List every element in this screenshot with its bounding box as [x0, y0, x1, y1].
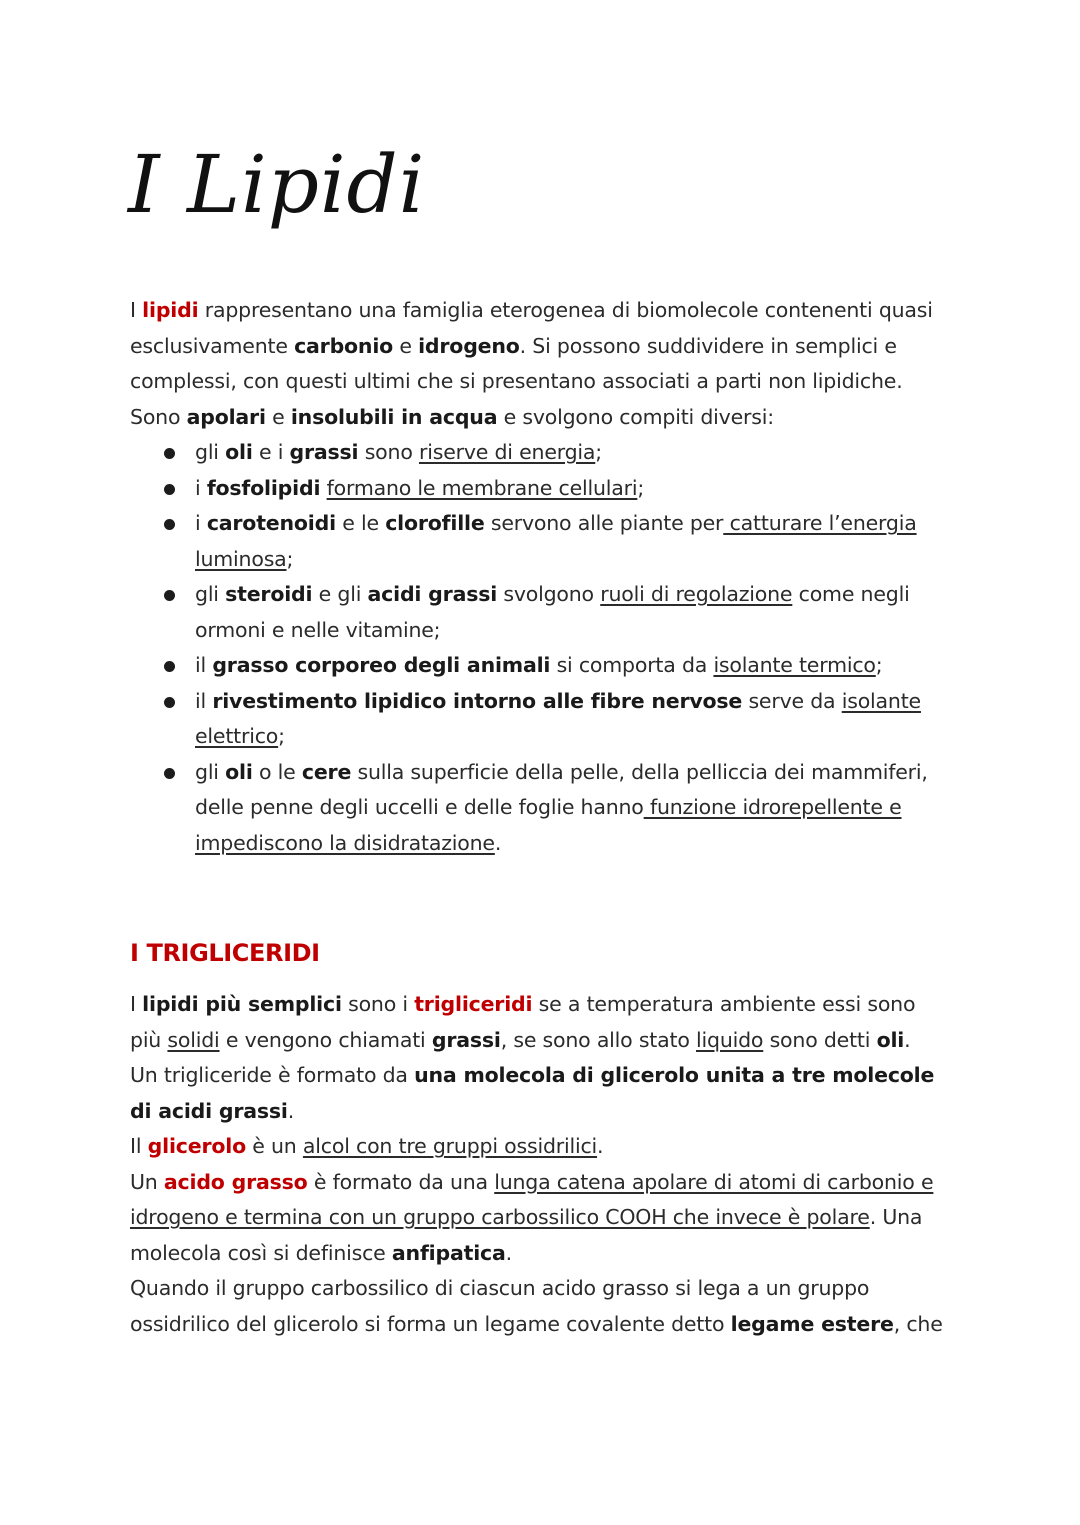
- paragraph: Un acido grasso è formato da una lunga catena apolare di atomi di carbonio e idrogeno e termina con un gruppo carbossilico COOH che invece è polare. Una molecola così si definisce anfipatica.: [130, 1169, 934, 1265]
- paragraph: Quando il gruppo carbossilico di ciascun acido grasso si lega a un gruppo ossidrilico del glicerolo si forma un legame covalente detto legame estere, che: [130, 1276, 943, 1336]
- list-item: i carotenoidi e le clorofille servono alle piante per catturare l’energia luminosa;: [195, 506, 950, 577]
- list-item: il grasso corporeo degli animali si comporta da isolante termico;: [195, 648, 950, 684]
- intro-paragraph-properties: Sono apolari e insolubili in acqua e svolgono compiti diversi:: [130, 404, 774, 429]
- list-item: gli oli o le cere sulla superficie della pelle, della pelliccia dei mammiferi, delle penne degli uccelli e delle foglie hanno funzione idrorepellente e impediscono la disidratazione.: [195, 755, 950, 862]
- lipid-functions-list: [130, 435, 950, 861]
- paragraph: Un trigliceride è formato da una molecola di glicerolo unita a tre molecole di acidi grassi.: [130, 1063, 935, 1123]
- list-item: gli steroidi e gli acidi grassi svolgono ruoli di regolazione come negli ormoni e nelle vitamine;: [195, 577, 950, 648]
- page-title: I Lipidi: [128, 138, 426, 231]
- intro-section: [130, 293, 950, 861]
- list-item: i fosfolipidi formano le membrane cellulari;: [195, 471, 950, 507]
- list-item: il rivestimento lipidico intorno alle fibre nervose serve da isolante elettrico;: [195, 684, 950, 755]
- section-heading: I TRIGLICERIDI: [130, 939, 320, 967]
- term-lipidi: lipidi: [142, 298, 199, 322]
- triglycerides-section: [130, 987, 950, 1342]
- term-insolubili: insolubili in acqua: [290, 404, 498, 429]
- term-apolari: apolari: [186, 404, 266, 429]
- paragraph: Il glicerolo è un alcol con tre gruppi ossidrilici.: [130, 1134, 604, 1158]
- list-item: gli oli e i grassi sono riserve di energia;: [195, 435, 950, 471]
- term-idrogeno: idrogeno: [418, 333, 520, 358]
- term-carbonio: carbonio: [294, 333, 394, 358]
- paragraph: I lipidi più semplici sono i trigliceridi se a temperatura ambiente essi sono più solidi e vengono chiamati grassi, se sono allo stato liquido sono detti oli.: [130, 992, 916, 1052]
- intro-paragraph: I lipidi rappresentano una famiglia eterogenea di biomolecole contenenti quasi esclusivamente carbonio e idrogeno. Si possono suddividere in semplici e complessi, con questi ultimi che si presentano associati a parti non lipidiche.: [130, 298, 933, 393]
